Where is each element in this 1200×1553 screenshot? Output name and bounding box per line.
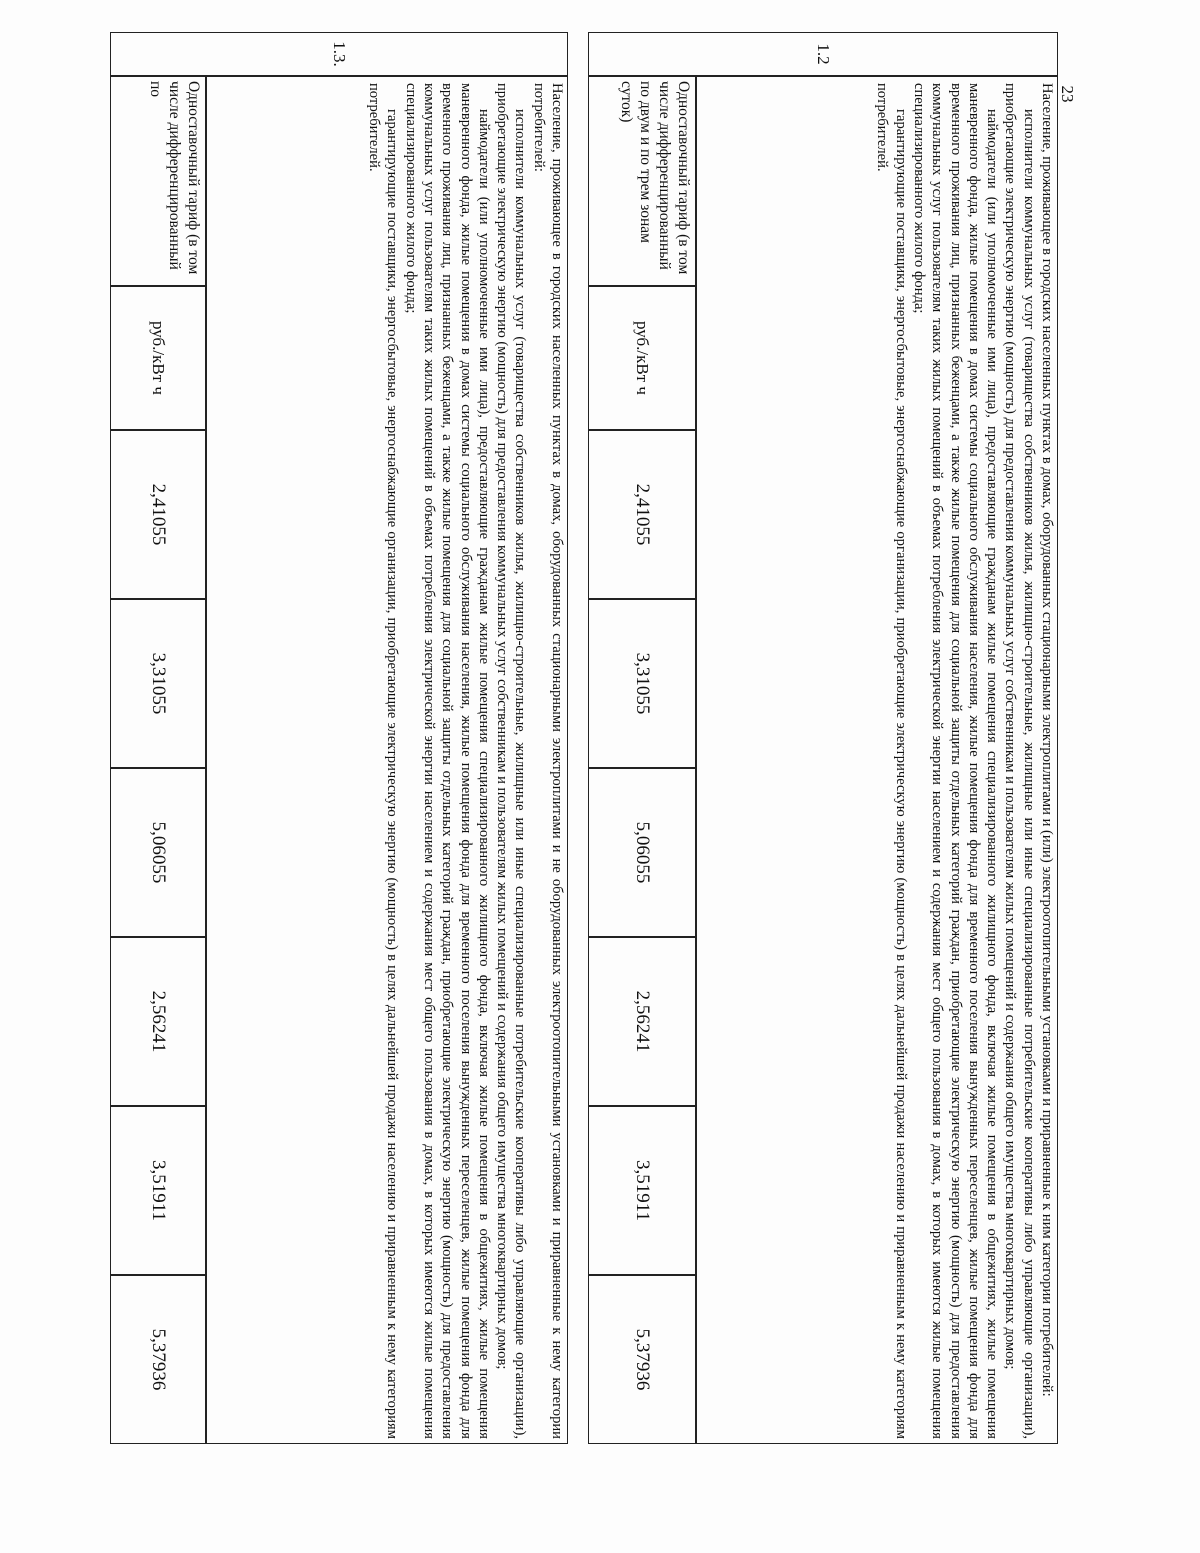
description-paragraph: гарантирующие поставщики, энергосбытовые, энергоснабжающие организации, приобретающие электрическую энергию (мощность) в целях дальнейшей продажи населению и приравненным к нему категориям потребителей. <box>874 83 909 1439</box>
value-cell <box>588 768 696 937</box>
page-number: 23 <box>1058 85 1077 103</box>
tariff-value: 3,51911 <box>632 1159 653 1222</box>
category-description <box>206 76 568 1444</box>
value-cell <box>588 430 696 599</box>
tariff-label-cell <box>110 76 206 286</box>
value-cell <box>110 430 206 599</box>
value-cell <box>110 937 206 1106</box>
tariff-value: 3,31055 <box>148 652 169 715</box>
description-paragraph: исполнители коммунальных услуг (товарищества собственников жилья, жилищно-строительные, жилищные или иные специализированные потребительские кооперативы либо управляющие организации), приобретающие электрическую энергию (мощность) для предоставления коммунальных услуг собственникам и пользователям жилых помещений и содержания общего имущества многоквартирных домов; <box>1002 83 1037 1439</box>
tariff-value: 5,06055 <box>148 821 169 884</box>
description-paragraph: гарантирующие поставщики, энергосбытовые, энергоснабжающие организации, приобретающие электрическую энергию (мощность) в целях дальнейшей продажи населению и приравненным к нему категориям потребителей. <box>366 83 401 1439</box>
table-row-1-3 <box>110 32 568 1444</box>
tariff-value: 5,37936 <box>632 1328 653 1391</box>
value-cell <box>588 599 696 768</box>
value-cell <box>588 1275 696 1444</box>
row-number-cell <box>110 32 568 76</box>
table-row-1-2 <box>588 32 1058 1444</box>
row-number: 1.3. <box>330 41 349 67</box>
row-number: 1.2 <box>814 43 833 65</box>
tariff-value: 3,51911 <box>148 1159 169 1222</box>
unit: руб./кВт ч <box>633 320 652 395</box>
category-description <box>696 76 1058 1444</box>
description-paragraph: наймодатели (или уполномоченные ими лица), предоставляющие гражданам жилые помещения специализированного жилищного фонда, включая жилые помещения в общежитиях, жилые помещения маневренного фонда, жилые помещения в домах системы социального обслуживания населения, жилые помещения фонда для временного поселения вынужденных переселенцев, жилые помещения фонда для временного проживания лиц, признанных беженцами, а также жилые помещения для социальной защиты отдельных категорий граждан, приобретающие электрическую энергию (мощность) для предоставления коммунальных услуг пользователям таких жилых помещений в объемах потребления электрической энергии населением и содержания мест общего пользования в домах, в которых имеются жилые помещения специализированного жилого фонда; <box>402 83 492 1439</box>
description-paragraph: Население, проживающее в городских населенных пунктах в домах, оборудованных стационарными электроплитами и не оборудованных электроотопительными установками и приравненные к нему категории потребителей: <box>530 83 565 1439</box>
tariff-value: 5,37936 <box>148 1328 169 1391</box>
unit-cell <box>110 286 206 430</box>
unit-cell <box>588 286 696 430</box>
value-cell <box>110 1106 206 1275</box>
value-cell <box>588 937 696 1106</box>
tariff-table <box>110 32 1058 1444</box>
tariff-label-cell <box>588 76 696 286</box>
tariff-value: 5,06055 <box>632 821 653 884</box>
tariff-label: Одноставочный тариф (в том числе дифференцированный по двум и по трем зонам суток) <box>618 81 692 275</box>
value-cell <box>110 599 206 768</box>
description-paragraph: исполнители коммунальных услуг (товарищества собственников жилья, жилищно-строительные, жилищные или иные специализированные потребительские кооперативы либо управляющие организации), приобретающие электрическую энергию (мощность) для предоставления коммунальных услуг собственникам и пользователям жилых помещений и содержания общего имущества многоквартирных домов; <box>494 83 529 1439</box>
unit: руб./кВт ч <box>149 320 168 395</box>
tariff-value: 2,56241 <box>148 990 169 1053</box>
value-cell <box>110 768 206 937</box>
tariff-value: 2,41055 <box>632 483 653 546</box>
value-cell <box>588 1106 696 1275</box>
description-paragraph: наймодатели (или уполномоченные ими лица), предоставляющие гражданам жилые помещения специализированного жилищного фонда, включая жилые помещения в общежитиях, жилые помещения маневренного фонда, жилые помещения в домах системы социального обслуживания населения, жилые помещения фонда для временного поселения вынужденных переселенцев, жилые помещения фонда для временного проживания лиц, признанных беженцами, а также жилые помещения для социальной защиты отдельных категорий граждан, приобретающие электрическую энергию (мощность) для предоставления коммунальных услуг пользователям таких жилых помещений в объемах потребления электрической энергии населением и содержания мест общего пользования в домах, в которых имеются жилые помещения специализированного жилого фонда; <box>910 83 1001 1439</box>
tariff-value: 3,31055 <box>632 652 653 715</box>
tariff-value: 2,56241 <box>632 990 653 1053</box>
tariff-value: 2,41055 <box>148 483 169 546</box>
tariff-label: Одноставочный тариф (в том числе дифференцированный по <box>147 81 202 275</box>
value-cell <box>110 1275 206 1444</box>
row-number-cell <box>588 32 1058 76</box>
description-paragraph: Население, проживающее в городских населенных пунктах в домах, оборудованных стационарными электроплитами и (или) электроотопительными установками и приравненные к ним категории потребителей: <box>1039 83 1055 1397</box>
